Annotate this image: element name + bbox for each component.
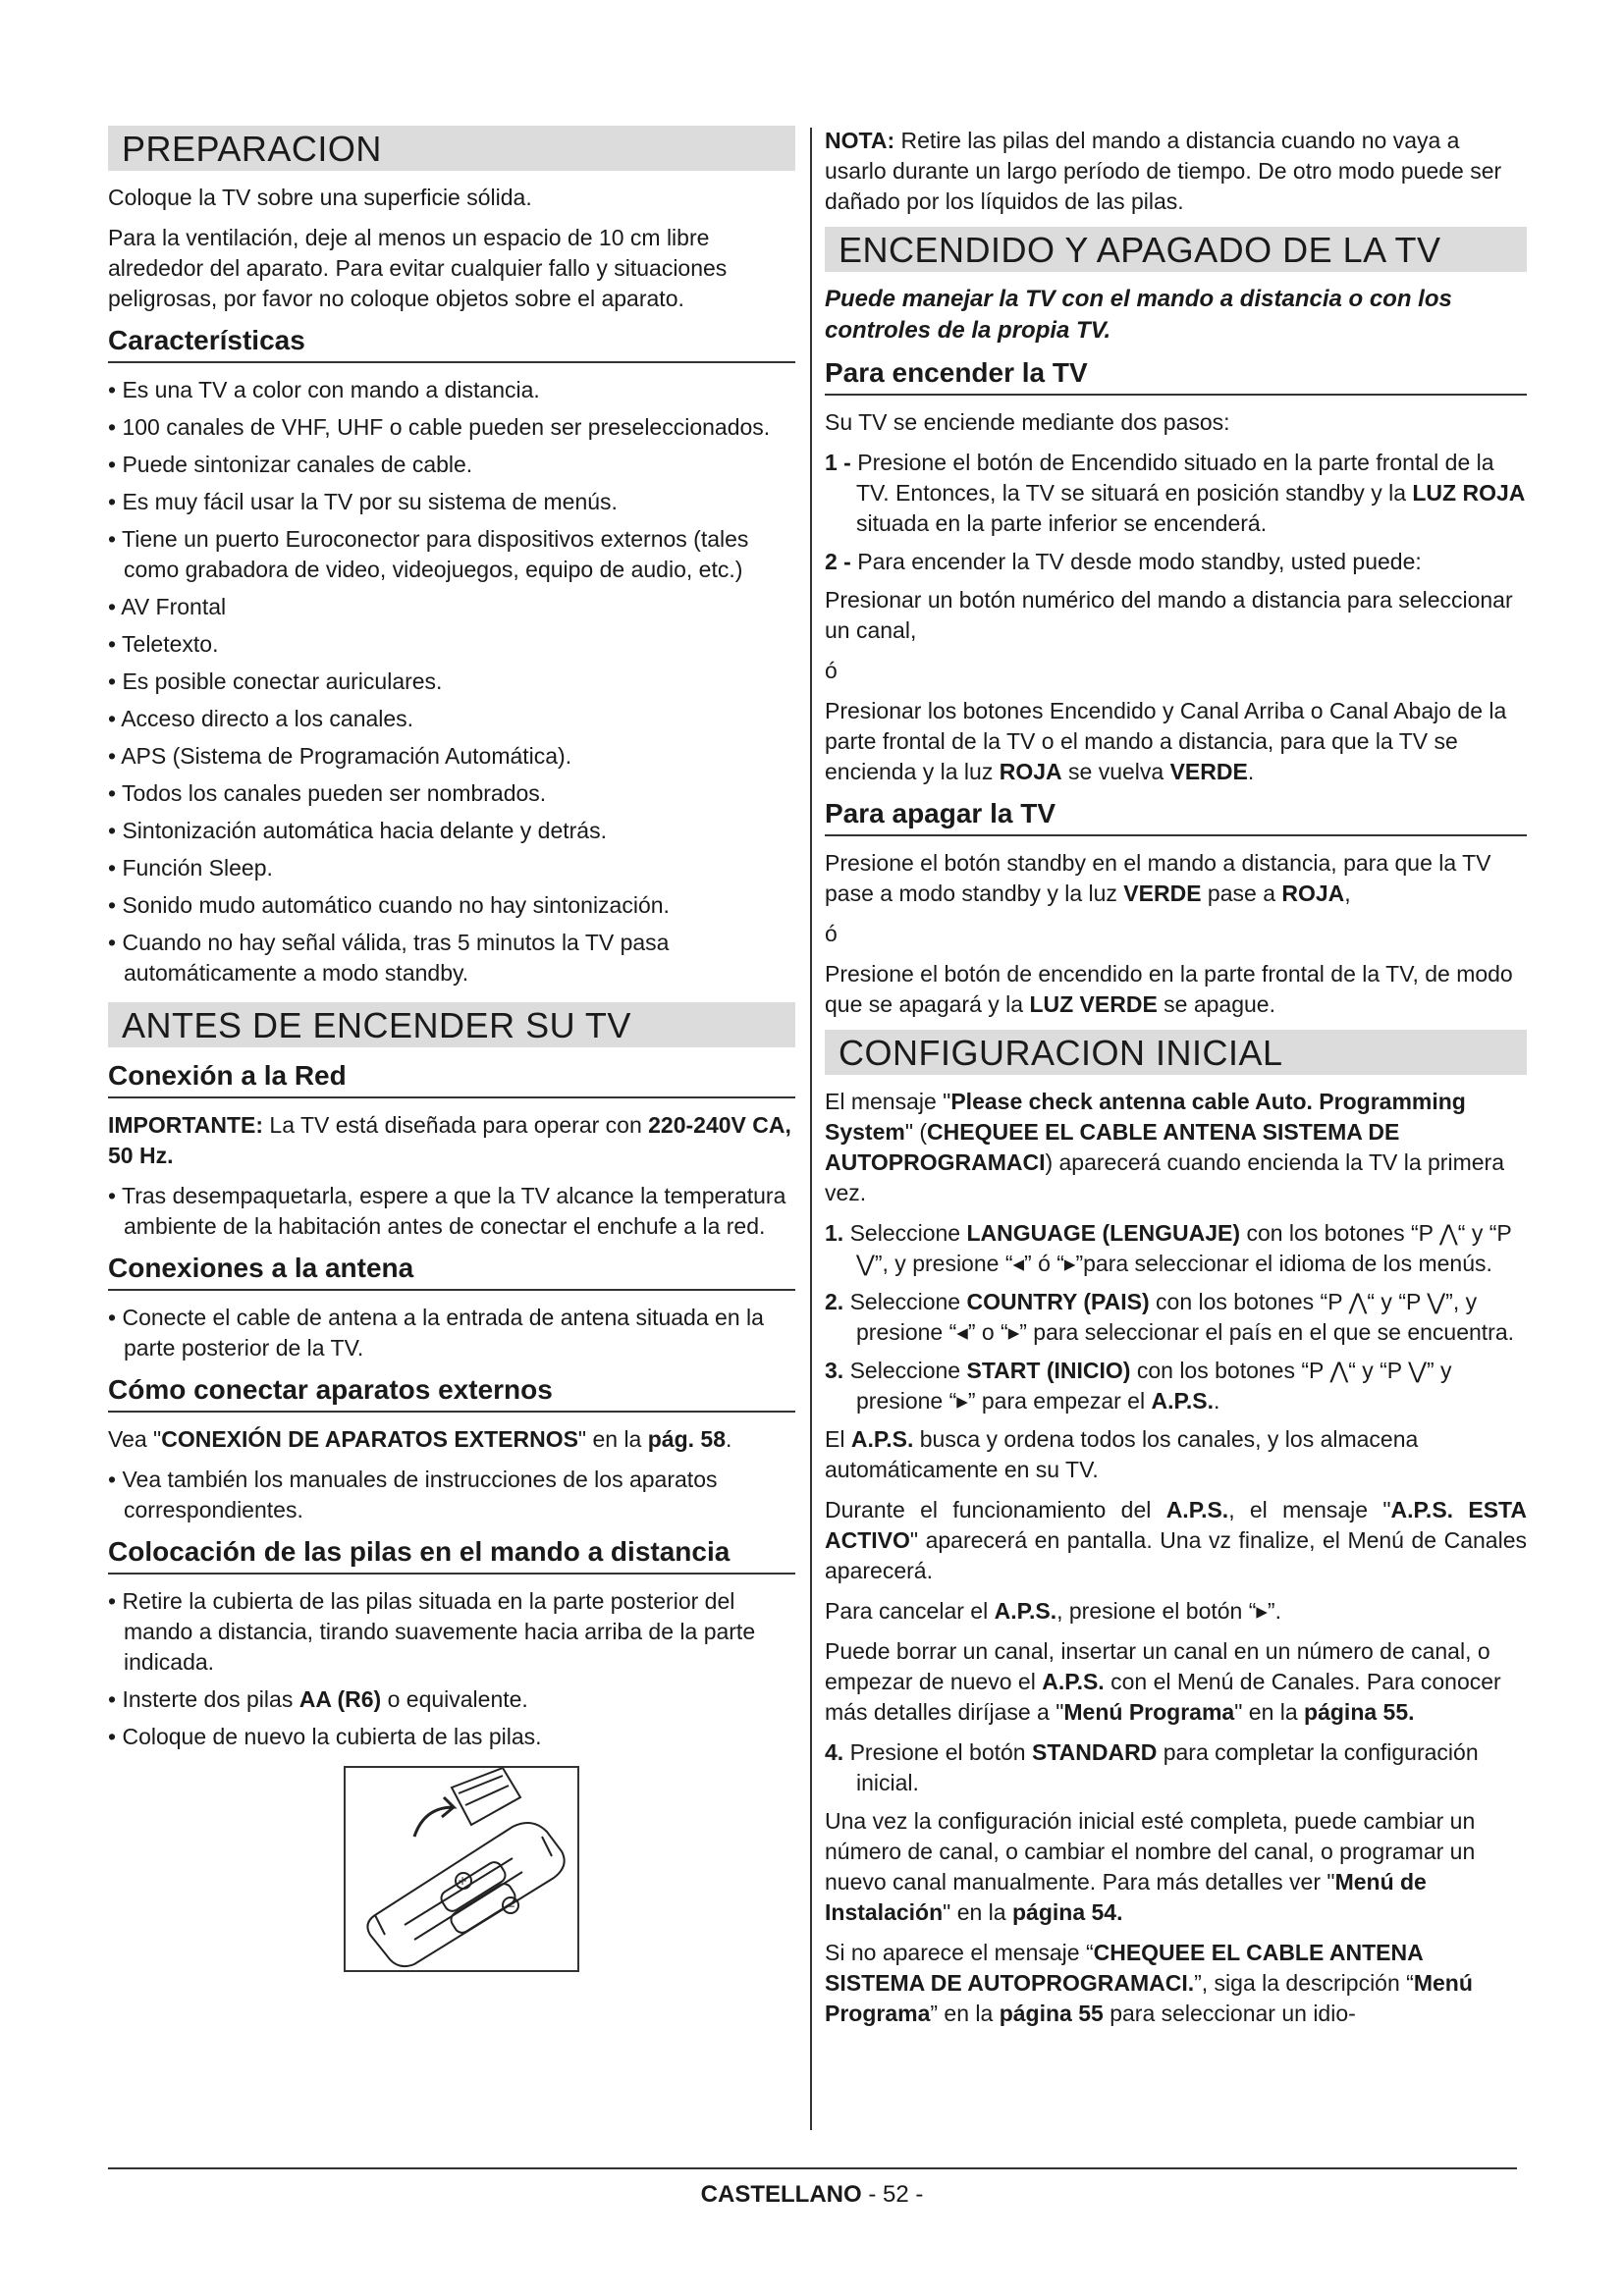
text-span: situada en la parte inferior se encenderá. <box>856 510 1268 536</box>
prep-paragraph-2: Para la ventilación, deje al menos un espacio de 10 cm libre alrededor del aparato. Para evitar cualquier fallo y situaciones peligrosas, por favor no coloque objetos sobre el aparato. <box>108 225 728 311</box>
list-item: • Es muy fácil usar la TV por su sistema de menús. <box>108 487 795 517</box>
section-title-configuracion: CONFIGURACION INICIAL <box>825 1030 1527 1075</box>
green-label: VERDE <box>1169 759 1248 784</box>
menu-reference: Menú de Instalación <box>825 1869 1427 1925</box>
aps-label: A.P.S. <box>1042 1669 1105 1694</box>
section-title-antes: ANTES DE ENCENDER SU TV <box>108 1002 795 1047</box>
text-span: El mensaje " <box>825 1089 951 1114</box>
text-span: El <box>825 1426 851 1452</box>
text-span: con los botones “P ⋀“ y “P ⋁”, y presione “◂” ó “▸”para seleccionar el idioma de los menús. <box>856 1220 1512 1276</box>
turn-off-p1 <box>825 848 1527 909</box>
list-item <box>825 1737 1527 1798</box>
list-item: • APS (Sistema de Programación Automática). <box>108 741 795 772</box>
external-reference <box>108 1424 795 1455</box>
or-separator: ó <box>825 658 838 683</box>
aps-label: A.P.S. <box>1165 1497 1229 1522</box>
final-paragraph-2 <box>825 1938 1527 2029</box>
green-light-label: LUZ VERDE <box>1029 991 1158 1017</box>
step-number: 3. <box>825 1358 844 1383</box>
nota-paragraph <box>825 126 1527 217</box>
subsection-title-batteries: Colocación de las pilas en el mando a distancia <box>108 1535 795 1575</box>
aps-label: A.P.S. <box>850 1426 914 1452</box>
list-item <box>108 1684 795 1715</box>
list-item: • Vea también los manuales de instrucciones de los aparatos correspondientes. <box>108 1465 795 1525</box>
step-number: 2 - <box>825 549 851 574</box>
list-item <box>825 1218 1527 1279</box>
list-item: • Función Sleep. <box>108 853 795 883</box>
remote-control-icon <box>346 1768 577 1970</box>
text-span: , el mensaje " <box>1228 1497 1391 1522</box>
text-span: Si no aparece el mensaje “ <box>825 1940 1094 1965</box>
list-item: • Todos los canales pueden ser nombrados. <box>108 778 795 809</box>
text-span: . <box>1213 1388 1220 1414</box>
aps-paragraph-3 <box>825 1596 1527 1627</box>
text-span: Puede borrar un canal, insertar un canal en un número de canal, o empezar de nuevo el <box>825 1638 1490 1694</box>
text-span: se apague. <box>1157 991 1275 1017</box>
text-span: Presione el botón de encendido en la parte frontal de la TV, de modo que se apagará y la <box>825 961 1513 1017</box>
voltage-value: 220-240V CA, 50 Hz. <box>108 1112 791 1168</box>
turn-off-p2 <box>825 959 1527 1020</box>
subsection-title-turn-on: Para encender la TV <box>825 356 1527 396</box>
text-span: con los botones “P ⋀“ y “P ⋁” y presione “▸” para empezar el <box>856 1358 1452 1414</box>
green-label: VERDE <box>1123 881 1202 906</box>
important-label: IMPORTANTE: <box>108 1112 264 1138</box>
aps-paragraph-1 <box>825 1424 1527 1485</box>
text-span: busca y ordena todos los canales, y los almacena automáticamente en su TV. <box>825 1426 1419 1482</box>
or-separator: ó <box>825 921 838 946</box>
text-span: se vuelva <box>1061 759 1170 784</box>
text-span: Durante el funcionamiento del <box>825 1497 1166 1522</box>
message-es: CHEQUEE EL CABLE ANTENA SISTEMA DE AUTOPROGRAMACI <box>825 1119 1400 1175</box>
list-item: • Sonido mudo automático cuando no hay sintonización. <box>108 890 795 921</box>
text-span: con los botones “P ⋀“ y “P ⋁”, y presione “◂” o “▸” para seleccionar el país en el que se encuentra. <box>856 1289 1515 1345</box>
text-span: . <box>726 1426 732 1452</box>
column-divider <box>810 128 812 2130</box>
text-span: pase a <box>1201 881 1282 906</box>
text-span: ) aparecerá cuando encienda la TV la primera vez. <box>825 1149 1504 1205</box>
menu-option: LANGUAGE (LENGUAJE) <box>966 1220 1241 1246</box>
step-number: 4. <box>825 1739 844 1765</box>
text-span: Presione el botón standby en el mando a distancia, para que la TV pase a modo standby y la luz <box>825 850 1491 906</box>
menu-reference: Menú Programa <box>825 1970 1473 2026</box>
section-title-preparacion: PREPARACION <box>108 126 795 171</box>
list-item: • Tiene un puerto Euroconector para dispositivos externos (tales como grabadora de video, videojuegos, equipo de audio, etc.) <box>108 524 795 585</box>
list-item: • Teletexto. <box>108 629 795 660</box>
list-item: • Es posible conectar auriculares. <box>108 667 795 697</box>
subsection-title-antenna: Conexiones a la antena <box>108 1252 795 1291</box>
list-item: • Cuando no hay señal válida, tras 5 minutos la TV pasa automáticamente a modo standby. <box>108 928 795 988</box>
page-reference: página 55. <box>1304 1699 1415 1725</box>
text-span: , <box>1344 881 1351 906</box>
section-title-encendido: ENCENDIDO Y APAGADO DE LA TV <box>825 227 1527 272</box>
right-column <box>825 126 1527 2039</box>
left-column <box>108 126 795 1972</box>
turn-on-option-1: Presionar un botón numérico del mando a distancia para seleccionar un canal, <box>825 587 1513 643</box>
text-span: " en la <box>577 1426 648 1452</box>
aps-paragraph-4 <box>825 1636 1527 1728</box>
step-number: 1. <box>825 1220 844 1246</box>
important-text: La TV está diseñada para operar con <box>269 1112 642 1138</box>
subsection-title-power: Conexión a la Red <box>108 1059 795 1098</box>
prep-paragraph-1: Coloque la TV sobre una superficie sólida. <box>108 185 532 210</box>
page-footer <box>0 2181 1624 2209</box>
list-item: • Conecte el cable de antena a la entrada de antena situada en la parte posterior de la TV. <box>108 1303 795 1363</box>
text-span: Retire las pilas del mando a distancia cuando no vaya a usarlo durante un largo período de tiempo. De otro modo puede ser dañado por los líquidos de las pilas. <box>825 128 1502 214</box>
turn-on-option-2 <box>825 696 1527 787</box>
text-span: " aparecerá en pantalla. Una vz finalize, el Menú de Canales aparecerá. <box>825 1527 1527 1583</box>
text-span: Insterte dos pilas <box>122 1686 299 1712</box>
page-reference: página 54. <box>1011 1899 1123 1925</box>
list-item: • Coloque de nuevo la cubierta de las pilas. <box>108 1722 795 1752</box>
text-span: Para cancelar el <box>825 1598 995 1624</box>
section-reference: CONEXIÓN DE APARATOS EXTERNOS <box>161 1426 578 1452</box>
subsection-title-features: Características <box>108 324 795 363</box>
text-span: " en la <box>1234 1699 1305 1725</box>
aps-active-message: A.P.S. ESTA ACTIVO <box>825 1497 1527 1553</box>
text-span: o equivalente. <box>381 1686 528 1712</box>
list-item: • 100 canales de VHF, UHF o cable pueden ser preseleccionados. <box>108 412 795 443</box>
config-step-4 <box>825 1737 1527 1798</box>
page-reference: pág. 58 <box>647 1426 727 1452</box>
text-span: con el Menú de Canales. Para conocer más detalles diríjase a " <box>825 1669 1501 1725</box>
text-span: Seleccione <box>843 1220 967 1246</box>
footer-divider <box>108 2167 1517 2169</box>
text-span: , presione el botón “▸”. <box>1056 1598 1281 1624</box>
list-item: • Es una TV a color con mando a distancia. <box>108 375 795 405</box>
aps-paragraph-2 <box>825 1495 1527 1586</box>
final-paragraph-1 <box>825 1806 1527 1928</box>
list-item: • Acceso directo a los canales. <box>108 704 795 734</box>
text-span: Vea " <box>108 1426 162 1452</box>
text-span: Para encender la TV desde modo standby, usted puede: <box>850 549 1422 574</box>
features-list <box>108 375 795 988</box>
nota-label: NOTA: <box>825 128 895 153</box>
subsection-title-turn-off: Para apagar la TV <box>825 797 1527 836</box>
step-number: 1 - <box>825 450 851 475</box>
message-en: Please check antenna cable Auto. Programming System <box>825 1089 1466 1145</box>
text-span: ”, siga la descripción “ <box>1194 1970 1414 1996</box>
onoff-lead: Puede manejar la TV con el mando a distancia o con los controles de la propia TV. <box>825 286 1452 344</box>
subsection-title-external: Cómo conectar aparatos externos <box>108 1373 795 1413</box>
list-item <box>825 448 1527 539</box>
text-span: " ( <box>904 1119 928 1145</box>
text-span: para completar la configuración inicial. <box>856 1739 1479 1795</box>
menu-reference: Menú Programa <box>1063 1699 1235 1725</box>
list-item <box>825 1287 1527 1348</box>
list-item <box>825 1356 1527 1416</box>
menu-option: START (INICIO) <box>966 1358 1131 1383</box>
text-span: Presione el botón de Encendido situado en la parte frontal de la TV. Entonces, la TV se situará en posición standby y la <box>850 450 1494 506</box>
text-span: Una vez la configuración inicial esté completa, puede cambiar un número de canal, o cambiar el nombre del canal, o programar un nuevo canal manualmente. Para más detalles ver " <box>825 1808 1476 1895</box>
svg-text:−: − <box>506 1899 516 1913</box>
footer-language: CASTELLANO <box>700 2181 862 2208</box>
text-span: Presione el botón <box>843 1739 1032 1765</box>
page-number: - 52 - <box>868 2181 924 2208</box>
battery-type: AA (R6) <box>298 1686 382 1712</box>
page-reference: página 55 <box>999 2001 1104 2026</box>
text-span: . <box>1247 759 1255 784</box>
step-number: 2. <box>825 1289 844 1314</box>
list-item <box>825 547 1527 577</box>
turn-on-intro: Su TV se enciende mediante dos pasos: <box>825 409 1230 435</box>
aps-label: A.P.S. <box>1151 1388 1214 1414</box>
text-span: " en la <box>943 1899 1012 1925</box>
menu-option: COUNTRY (PAIS) <box>966 1289 1150 1314</box>
text-span: Presionar los botones Encendido y Canal Arriba o Canal Abajo de la parte frontal de la TV o el mando a distancia, para que la TV se encienda y la luz <box>825 698 1507 784</box>
power-important <box>108 1110 795 1171</box>
svg-text:+: + <box>458 1874 468 1888</box>
list-item: • Retire la cubierta de las pilas situada en la parte posterior del mando a distancia, tirando suavemente hacia arriba de la parte indicada. <box>108 1586 795 1678</box>
standard-button-label: STANDARD <box>1031 1739 1158 1765</box>
message-es: CHEQUEE EL CABLE ANTENA SISTEMA DE AUTOPROGRAMACI. <box>825 1940 1423 1996</box>
text-span: ” en la <box>930 2001 1000 2026</box>
text-span: para seleccionar un idio- <box>1103 2001 1356 2026</box>
red-label: ROJA <box>999 759 1062 784</box>
config-intro <box>825 1087 1527 1208</box>
red-light-label: LUZ ROJA <box>1412 480 1526 506</box>
red-label: ROJA <box>1281 881 1345 906</box>
list-item: • AV Frontal <box>108 592 795 622</box>
text-span: Seleccione <box>843 1358 967 1383</box>
list-item: • Puede sintonizar canales de cable. <box>108 450 795 480</box>
list-item: • Sintonización automática hacia delante y detrás. <box>108 816 795 846</box>
aps-label: A.P.S. <box>994 1598 1057 1624</box>
list-item: • Tras desempaquetarla, espere a que la TV alcance la temperatura ambiente de la habitación antes de conectar el enchufe a la red. <box>108 1181 795 1242</box>
text-span: Seleccione <box>843 1289 967 1314</box>
config-steps <box>825 1218 1527 1416</box>
turn-on-steps <box>825 448 1527 577</box>
remote-battery-illustration <box>344 1766 579 1972</box>
